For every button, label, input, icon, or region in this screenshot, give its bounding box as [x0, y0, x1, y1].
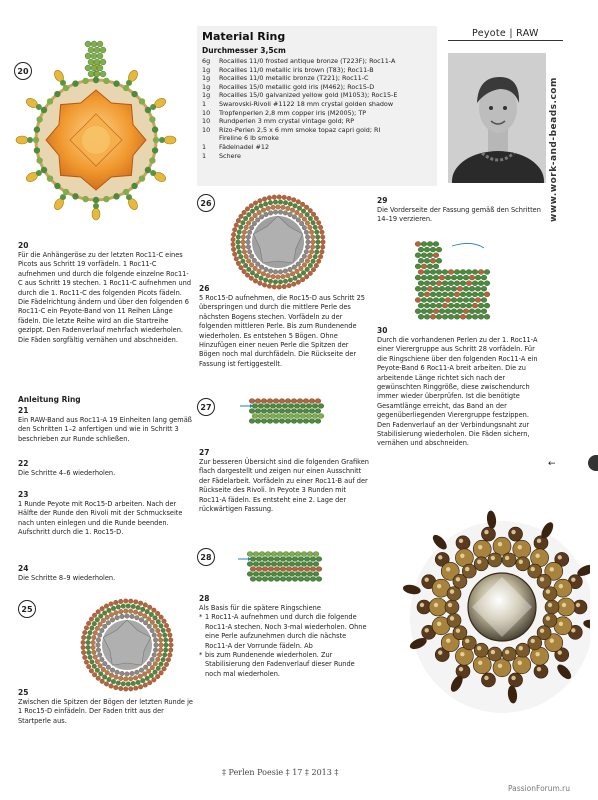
step-30-text: Durch die vorhandenen Perlen zu der 1. Roc11-A einer Vierergruppe aus Schritt 28 vorfädeln. Für die Ringschiene über den folgenden Roc11-A ein Peyote-Band 6 Roc11-A breit arbeiten. Die zu arbeitende Länge richtet sich nach der gewünschten Ringgröße, diese zwischendurch immer wieder überprüfen. Ist die benötigte Gesamtlänge erreicht, das Band an der gegenüberliegenden Vierergruppe festzippen. Den Fadenverlauf an der Verbindungsnaht zur Stabilisierung wiederholen. Die Fäden sichern, vernähen und abschneiden. [377, 336, 538, 448]
header-rule [448, 40, 563, 41]
step-25-text: Zwischen die Spitzen der Bögen der letzten Runde je 1 Roc15-D einfädeln. Der Faden tritt aus der Startperle aus. [18, 698, 193, 725]
material-row [202, 66, 432, 75]
material-item: Tropfenperlen 2,8 mm copper iris (M2005); TP [219, 108, 367, 117]
step-28-line-2-text: bis zum Rundenende wiederholen. Zur Stabilisierung den Fadenverlauf dieser Runde noch mal wiederholen. [205, 651, 355, 678]
material-row [202, 100, 432, 109]
figure-label-28: 28 [197, 548, 215, 566]
step-24-number: 24 [18, 564, 29, 573]
material-quantity: 10 [202, 108, 211, 117]
material-item: Rocailles 11/0 metallic bronze (T221); Roc11-C [219, 74, 369, 83]
step-28-number: 28 [199, 594, 210, 603]
material-row [202, 117, 432, 126]
step-28-bullet-2: * [199, 651, 203, 660]
figure-label-26: 26 [197, 194, 215, 212]
step-22-number: 22 [18, 459, 29, 468]
finished-ring-photo [392, 482, 590, 732]
material-row [202, 74, 432, 83]
step-30-number: 30 [377, 326, 388, 335]
material-quantity: 1 [202, 151, 207, 160]
material-quantity: 1 [202, 142, 207, 151]
anleitung-heading: Anleitung Ring [18, 395, 81, 404]
author-photo [448, 53, 546, 183]
step-27-text: Zur besseren Übersicht sind die folgenden Grafiken flach dargestellt und zeigen nur einen Ausschnitt der Fädelarbeit. Vorfädeln zu einer Roc11-B auf der Rückseite des Rivoli. In Peyote 3 Runden mit Roc11-A fädeln. Es entsteht eine 2. Lage der rückwärtigen Fassung. [199, 458, 369, 514]
material-item: Rocailles 11/0 frosted antique bronze (T223F); Roc11-A [219, 57, 396, 65]
step-22-text: Die Schritte 4–6 wiederholen. [18, 469, 116, 477]
material-row [202, 134, 432, 143]
step-21-text: Ein RAW-Band aus Roc11-A 19 Einheiten lang gemäß den Schritten 1–2 anfertigen und wie in Schritt 3 beschrieben zur Runde schließen. [18, 416, 192, 443]
page-arrow-icon: ← [548, 459, 556, 469]
material-item: Rocailles 15/0 metallic gold iris (M462); Roc15-D [219, 82, 375, 91]
section-anleitung [18, 395, 193, 444]
step-28-bullet-1: * [199, 613, 203, 622]
step-30 [377, 326, 542, 449]
step-29 [377, 196, 542, 225]
material-item: Rundperlen 3 mm crystal vintage gold; RP [219, 117, 355, 126]
figure-25-bezel [80, 598, 174, 692]
page-header: Peyote | RAW [472, 28, 539, 39]
material-item: Rizo-Perlen 2,5 x 6 mm smoke topaz capri gold; RI [219, 125, 381, 134]
material-quantity: 10 [202, 117, 211, 126]
step-26 [199, 284, 369, 369]
watermark: PassionForum.ru [508, 784, 571, 793]
figure-28-peyote-strip [236, 550, 330, 586]
material-row [202, 57, 432, 66]
step-20-text: Für die Anhängeröse zu der letzten Roc11-C eines Picots aus Schritt 19 vorfädeln. 1 Roc11-C aufnehmen und durch die folgende einzelne Roc11-C aus Schritt 19 stechen. 1 Roc11-C aufnehmen und durch die 1. Roc11-C des folgenden Picots fädeln. Die Fädelrichtung ändern und über den folgenden 6 Roc11-C ein Peyote-Band von 11 Reihen Länge fädeln. Die letzte Reihe wird an die Startreihe gezippt. Den Fadenverlauf mehrfach wiederholen. Die Fäden sorgfältig vernähen und abschneiden. [18, 251, 192, 344]
step-28-line-2 [199, 651, 369, 679]
material-item: Fädelnadel #12 [219, 142, 270, 151]
step-28-line-0: Als Basis für die spätere Ringschiene [199, 604, 321, 612]
material-item: Rocailles 11/0 metallic iris brown (T83); Roc11-B [219, 65, 374, 74]
portrait-image [448, 53, 546, 183]
step-29-number: 29 [377, 196, 388, 205]
material-item: Schere [219, 151, 241, 160]
step-24-text: Die Schritte 8–9 wiederholen. [18, 574, 116, 582]
material-row [202, 91, 432, 100]
material-box [197, 26, 437, 186]
step-26-number: 26 [199, 284, 210, 293]
page-edge-tab [588, 455, 598, 471]
material-quantity: 1 [202, 99, 207, 108]
material-quantity: 10 [202, 125, 211, 134]
step-29-text: Die Vorderseite der Fassung gemäß den Schritten 14–19 verzieren. [377, 206, 541, 224]
figure-label-20: 20 [14, 62, 32, 80]
page-footer: ‡ Perlen Poesie ‡ 17 ‡ 2013 ‡ [222, 768, 339, 777]
step-20 [18, 241, 193, 345]
material-quantity: 1g [202, 91, 211, 100]
figure-26-bezel [230, 194, 326, 290]
material-row [202, 109, 432, 118]
figure-label-25: 25 [18, 600, 36, 618]
figure-29-band [412, 240, 502, 324]
step-24 [18, 564, 193, 583]
material-item: Swarovski-Rivoli #1122 18 mm crystal golden shadow [219, 99, 394, 108]
material-quantity: 1g [202, 65, 211, 74]
material-quantity: 1g [202, 74, 211, 83]
material-title: Material Ring [202, 30, 286, 43]
material-row [202, 152, 432, 161]
step-26-text: 5 Roc15-D aufnehmen, die Roc15-D aus Schritt 25 überspringen und durch die mittlere Perle des nächsten Bogens stechen. Vorfädeln zu der folgenden mittleren Perle. Bis zum Rundenende wiederholen. Es entstehen 5 Bögen. Ohne Hinzufügen einer neuen Perle die Spitzen der Bögen noch mal durchfädeln. Die Rückseite der Fassung ist fertiggestellt. [199, 294, 365, 368]
step-28 [199, 594, 369, 679]
step-25 [18, 688, 193, 726]
step-23 [18, 490, 193, 538]
step-22 [18, 459, 193, 478]
material-row [202, 83, 432, 92]
figure-27-peyote-strip [238, 397, 328, 425]
material-list [202, 57, 432, 160]
material-quantity [202, 134, 219, 143]
material-subtitle: Durchmesser 3,5cm [202, 46, 286, 55]
material-quantity: 6g [202, 57, 211, 65]
figure-20-rivoli-star [4, 36, 189, 236]
material-row [202, 143, 432, 152]
step-20-number: 20 [18, 241, 29, 250]
step-28-line-1-text: 1 Roc11-A aufnehmen und durch die folgende Roc11-A stechen. Noch 3-mal wiederholen. Ohne eine Perle aufzunehmen durch die nächste Roc11-A der Vorrunde fädeln. Ab [205, 613, 367, 650]
website-vertical: www.work-and-beads.com [549, 77, 559, 222]
step-27-number: 27 [199, 448, 210, 457]
material-item: Rocailles 15/0 galvanized yellow gold (M1053); Roc15-E [219, 91, 398, 100]
figure-label-27: 27 [197, 398, 215, 416]
step-23-text: 1 Runde Peyote mit Roc15-D arbeiten. Nach der Hälfte der Runde den Rivoli mit der Schmuckseite nach unten einlegen und die Runde beenden. Aufschritt durch die 1. Roc15-D. [18, 500, 183, 537]
material-row [202, 126, 432, 135]
step-21-number: 21 [18, 406, 29, 415]
step-25-number: 25 [18, 688, 29, 697]
material-item: Fireline 6 lb smoke [219, 134, 279, 143]
step-27 [199, 448, 369, 514]
step-28-line-1 [199, 613, 369, 651]
material-quantity: 1g [202, 82, 211, 91]
step-23-number: 23 [18, 490, 29, 499]
